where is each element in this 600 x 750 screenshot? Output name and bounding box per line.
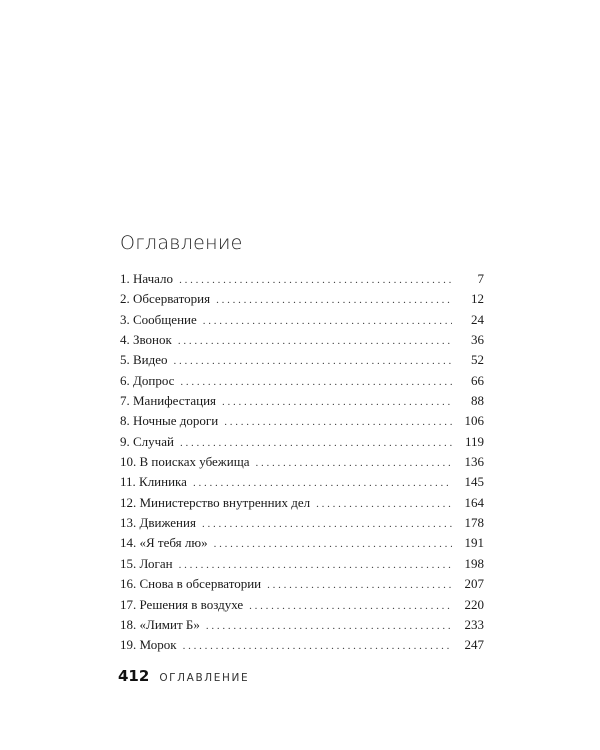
toc-entry[interactable] — [120, 373, 484, 393]
toc-entry-page: 191 — [464, 535, 484, 551]
toc-entry[interactable] — [120, 495, 484, 515]
dot-leader — [193, 477, 452, 489]
dot-leader — [179, 559, 452, 571]
toc-entry-title: 6. Допрос — [120, 372, 175, 388]
dot-leader — [256, 457, 452, 469]
dot-leader — [203, 315, 452, 327]
toc-entry-page: 164 — [464, 494, 484, 510]
toc-entry-title: 1. Начало — [120, 271, 174, 286]
dot-leader — [180, 376, 452, 388]
toc-entry-title: 17. Решения в воздухе — [120, 596, 244, 612]
dot-leader — [216, 294, 452, 306]
toc-heading: Оглавление — [120, 232, 243, 254]
toc-entry[interactable] — [120, 515, 484, 535]
toc-entry[interactable] — [120, 312, 484, 332]
dot-leader — [316, 498, 452, 510]
dot-leader — [206, 620, 452, 632]
dot-leader — [183, 640, 452, 652]
toc-entry[interactable] — [120, 535, 484, 555]
toc-entry-title: 14. «Я тебя лю» — [120, 535, 208, 551]
toc-entry-title: 18. «Лимит Б» — [120, 616, 200, 632]
toc-entry[interactable] — [120, 291, 484, 311]
dot-leader — [224, 416, 452, 428]
dot-leader — [222, 396, 452, 408]
toc-entry[interactable] — [120, 413, 484, 433]
toc-entry-page: 24 — [471, 311, 484, 327]
dot-leader — [179, 274, 452, 286]
toc-entry-page: 12 — [471, 291, 484, 307]
running-head: ОГЛАВЛЕНИЕ — [159, 672, 250, 684]
dot-leader — [178, 335, 452, 347]
toc-entry[interactable] — [120, 597, 484, 617]
toc-entry-title: 4. Звонок — [120, 332, 172, 348]
toc-entry-page: 178 — [464, 515, 484, 531]
toc-entry[interactable] — [120, 617, 484, 637]
toc-entry[interactable] — [120, 434, 484, 454]
toc-entry-title: 2. Обсерватория — [120, 291, 211, 307]
toc-entry-title: 7. Манифестация — [120, 393, 217, 409]
toc-entry-title: 19. Морок — [120, 637, 177, 653]
toc-entry[interactable] — [120, 474, 484, 494]
toc-entry-page: 233 — [464, 616, 484, 632]
toc-entry-title: 15. Логан — [120, 555, 173, 571]
toc-entry-page: 119 — [464, 433, 484, 449]
toc-entry-page: 136 — [464, 454, 484, 470]
dot-leader — [174, 355, 452, 367]
toc-entry-title: 9. Случай — [120, 433, 174, 449]
toc-entry-title: 10. В поисках убежища — [120, 454, 250, 470]
toc-entry-page: 7 — [477, 271, 484, 286]
toc-entry-page: 145 — [464, 474, 484, 490]
toc-entry[interactable] — [120, 393, 484, 413]
toc-entry-page: 198 — [464, 555, 484, 571]
toc-entry[interactable] — [120, 332, 484, 352]
dot-leader — [202, 518, 452, 530]
toc-entry-page: 52 — [471, 352, 484, 368]
toc-entry-title: 11. Клиника — [120, 474, 187, 490]
dot-leader — [214, 538, 452, 550]
toc-entry-title: 3. Сообщение — [120, 311, 197, 327]
dot-leader — [249, 600, 452, 612]
toc-entry-title: 5. Видео — [120, 352, 168, 368]
toc-entry-page: 207 — [464, 576, 484, 592]
toc-entry-page: 66 — [471, 372, 484, 388]
toc-entry-title: 8. Ночные дороги — [120, 413, 219, 429]
toc-list — [120, 271, 484, 658]
dot-leader — [267, 579, 452, 591]
toc-entry-page: 247 — [464, 637, 484, 653]
toc-entry-title: 12. Министерство внутренних дел — [120, 494, 311, 510]
toc-entry-page: 106 — [464, 413, 484, 429]
toc-entry[interactable] — [120, 637, 484, 657]
page-footer — [118, 667, 249, 685]
toc-entry-title: 13. Движения — [120, 515, 196, 531]
toc-entry-page: 36 — [471, 332, 484, 348]
toc-entry[interactable] — [120, 271, 484, 291]
toc-entry[interactable] — [120, 454, 484, 474]
toc-entry-title: 16. Снова в обсерватории — [120, 576, 262, 592]
toc-entry-page: 88 — [471, 393, 484, 409]
toc-entry[interactable] — [120, 576, 484, 596]
page-number: 412 — [118, 667, 150, 685]
dot-leader — [180, 437, 452, 449]
toc-entry-page: 220 — [464, 596, 484, 612]
toc-entry[interactable] — [120, 556, 484, 576]
toc-entry[interactable] — [120, 352, 484, 372]
